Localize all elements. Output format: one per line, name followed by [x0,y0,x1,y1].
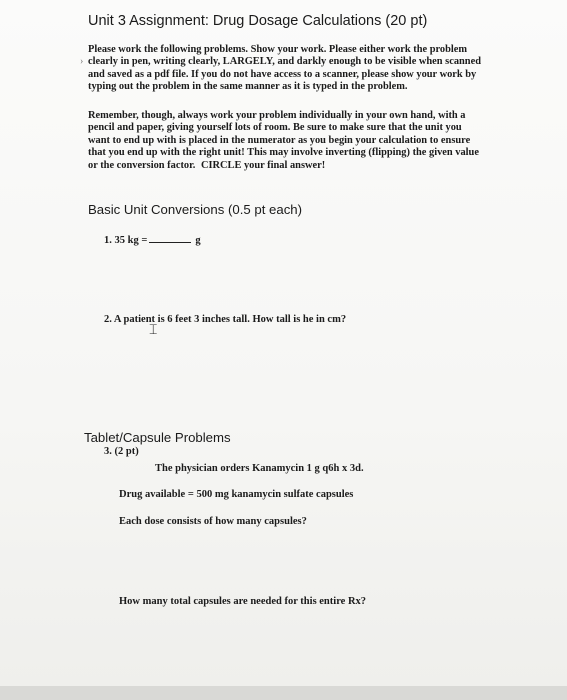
question-3-available: Drug available = 500 mg kanamycin sulfate capsules [119,489,354,500]
question-1-text: 1. 35 kg = [104,235,148,246]
section-heading-basic-conversions: Basic Unit Conversions (0.5 pt each) [88,202,303,217]
instructions-line: clearly in pen, writing clearly, LARGELY, and darkly enough to be visible when scanned [88,56,481,68]
reminder-emphasis: CIRCLE your final answer! [200,159,326,171]
assignment-title: Unit 3 Assignment: Drug Dosage Calculations (20 pt) [88,13,428,29]
question-2: 2. A patient is 6 feet 3 inches tall. How tall is he in cm? [104,314,347,325]
section-heading-tablet-capsule: Tablet/Capsule Problems [84,430,231,445]
answer-blank [149,233,191,243]
reminder-line [88,160,528,172]
question-3-order: The physician orders Kanamycin 1 g q6h x 3d. [155,463,364,474]
page-bottom-edge [0,686,567,700]
instructions-paragraph [88,44,528,94]
instructions-line: and saved as a pdf file. If you do not have access to a scanner, please show your work by [88,68,477,80]
reminder-text: or the conversion factor. [88,159,196,171]
reminder-line: Remember, though, always work your problem individually in your own hand, with a [88,110,466,121]
reminder-line: that you end up with the right unit! This may involve inverting (flipping) the given value [88,147,479,159]
question-3-number: 3. (2 pt) [104,446,139,457]
text-cursor-icon: ⌶ [149,323,158,338]
reminder-line: want to end up with is placed in the numerator as you begin your calculation to ensure [88,134,471,146]
reminder-line: pencil and paper, giving yourself lots of room. Be sure to make sure that the unit you [88,122,462,134]
question-1-unit: g [195,235,201,246]
pen-mark: › [80,56,84,67]
instructions-line: typing out the problem in the same manner as it is typed in the problem. [88,81,408,93]
reminder-paragraph [88,110,528,172]
question-3-part-a: Each dose consists of how many capsules? [119,516,307,527]
question-3-part-b: How many total capsules are needed for this entire Rx? [119,596,367,607]
instructions-line: Please work the following problems. Show your work. Please either work the problem [88,44,468,55]
question-1 [104,233,201,246]
